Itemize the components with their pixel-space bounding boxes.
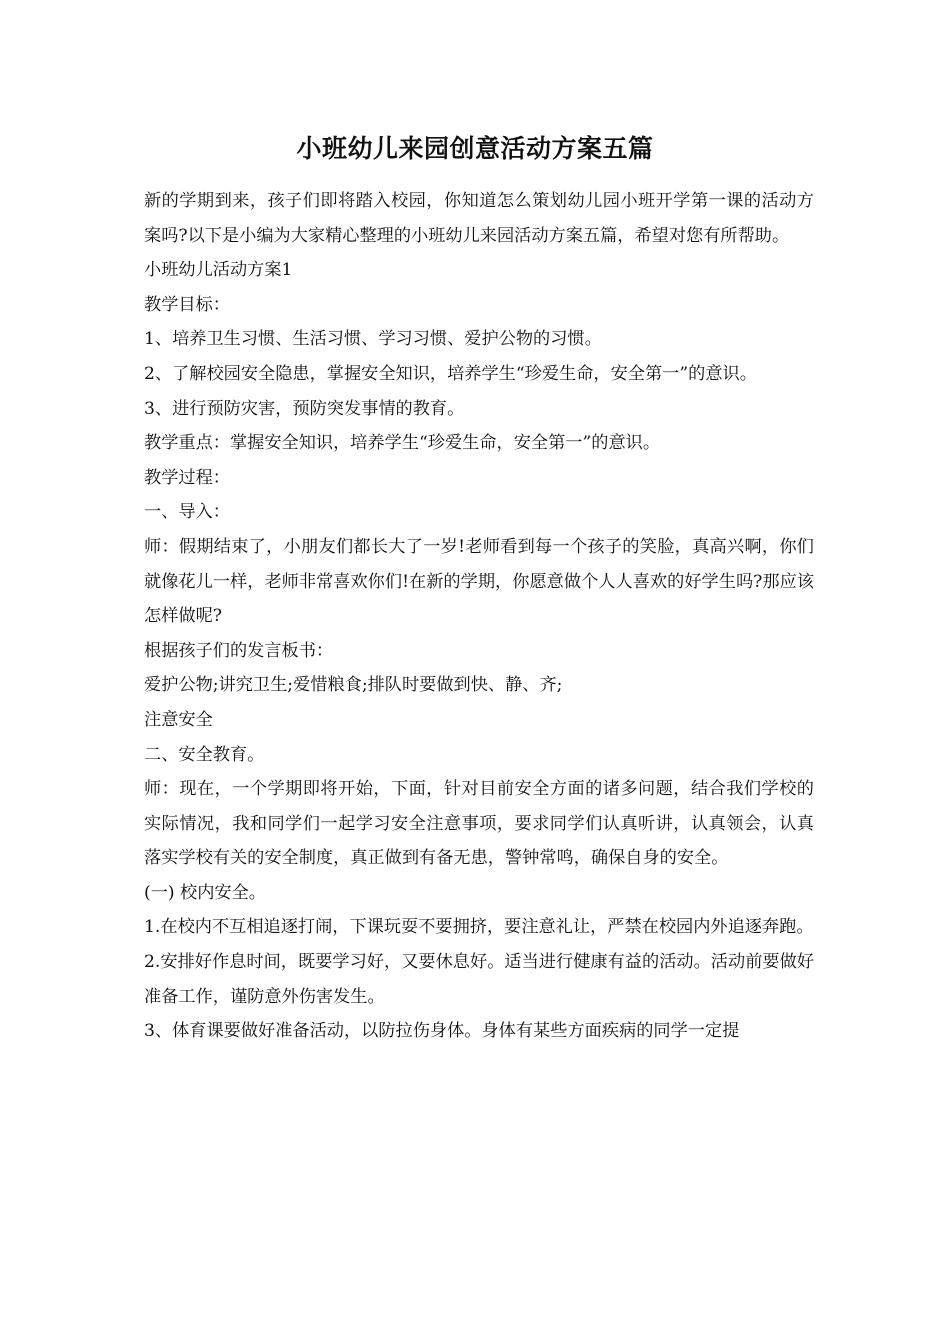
paragraph-rule-3: 3、体育课要做好准备活动，以防拉伤身体。身体有某些方面疾病的同学一定提 bbox=[144, 1021, 740, 1042]
paragraph-safety-note: 注意安全 bbox=[144, 709, 213, 730]
paragraph-intro: 新的学期到来，孩子们即将踏入校园，你知道怎么策划幼儿园小班开学第一课的活动方案吗?以下是小编为大家精心整理的小班幼儿来园活动方案五篇，希望对您有所帮助。 bbox=[144, 191, 814, 246]
paragraph-rule-2: 2.安排好作息时间，既要学习好，又要休息好。适当进行健康有益的活动。活动前要做好准备工作，谨防意外伤害发生。 bbox=[144, 952, 814, 1007]
paragraph-key-point: 教学重点：掌握安全知识，培养学生“珍爱生命，安全第一”的意识。 bbox=[144, 433, 661, 454]
document-title: 小班幼儿来园创意活动方案五篇 bbox=[296, 134, 654, 163]
paragraph-board-label: 根据孩子们的发言板书： bbox=[144, 640, 334, 661]
paragraph-section-intro: 一、导入： bbox=[144, 502, 230, 523]
paragraph-rule-1: 1.在校内不互相追逐打闹，下课玩耍不要拥挤，要注意礼让，严禁在校园内外追逐奔跑。 bbox=[144, 917, 814, 938]
paragraph-process-label: 教学过程： bbox=[144, 467, 230, 488]
paragraph-goals-label: 教学目标： bbox=[144, 294, 230, 315]
paragraph-goal-2: 2、了解校园安全隐患，掌握安全知识，培养学生“珍爱生命，安全第一”的意识。 bbox=[144, 363, 757, 384]
paragraph-campus-safety: (一) 校内安全。 bbox=[144, 882, 266, 903]
paragraph-goal-1: 1、培养卫生习惯、生活习惯、学习习惯、爱护公物的习惯。 bbox=[144, 329, 602, 350]
paragraph-section-safety: 二、安全教育。 bbox=[144, 744, 265, 765]
paragraph-teacher-intro: 师：假期结束了，小朋友们都长大了一岁!老师看到每一个孩子的笑脸，真高兴啊，你们就像花儿一样，老师非常喜欢你们!在新的学期，你愿意做个人人喜欢的好学生吗?那应该怎样做呢? bbox=[144, 536, 814, 627]
document-body bbox=[144, 184, 814, 1049]
paragraph-teacher-safety: 师：现在，一个学期即将开始，下面，针对目前安全方面的诸多问题，结合我们学校的实际情况，我和同学们一起学习安全注意事项，要求同学们认真听讲，认真领会，认真落实学校有关的安全制度，真正做到有备无患，警钟常鸣，确保自身的安全。 bbox=[144, 779, 814, 869]
paragraph-plan-heading: 小班幼儿活动方案1 bbox=[144, 260, 293, 281]
paragraph-goal-3: 3、进行预防灾害，预防突发事情的教育。 bbox=[144, 398, 465, 419]
paragraph-board-items: 爱护公物;讲究卫生;爱惜粮食;排队时要做到快、静、齐; bbox=[144, 675, 563, 696]
